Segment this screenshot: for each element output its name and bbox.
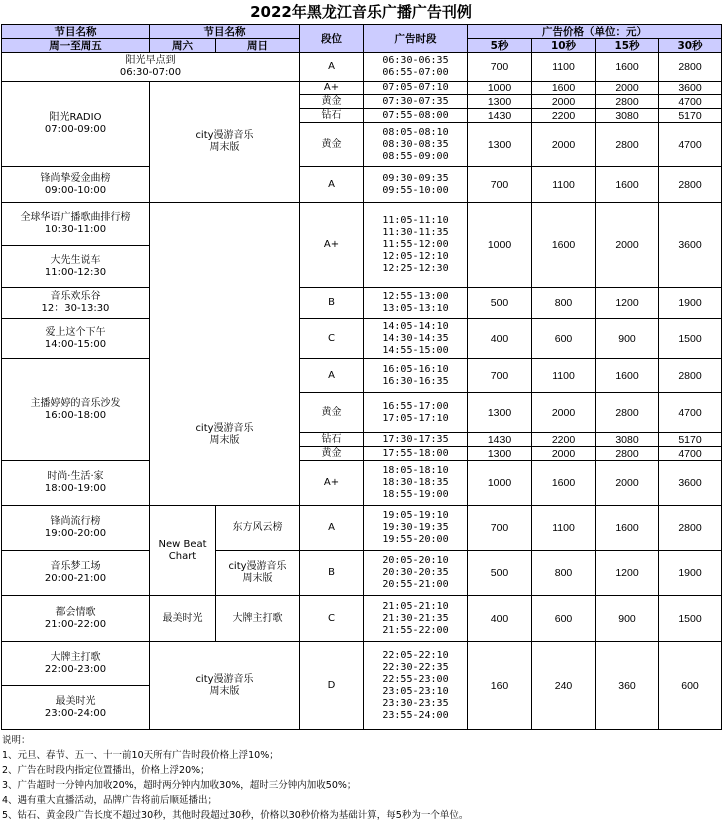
program-cell: 大牌主打歌 22:00-23:00 bbox=[2, 642, 150, 686]
price-10s: 600 bbox=[532, 319, 596, 359]
price-30s: 3600 bbox=[659, 82, 722, 95]
price-15s: 3080 bbox=[596, 109, 659, 123]
program-cell: 音乐欢乐谷 12：30-13:30 bbox=[2, 288, 150, 319]
price-5s: 1300 bbox=[468, 95, 532, 109]
table-row bbox=[2, 596, 722, 642]
price-10s: 1600 bbox=[532, 203, 596, 288]
price-15s: 2800 bbox=[596, 447, 659, 461]
price-10s: 1100 bbox=[532, 359, 596, 393]
time-cell: 18:05-18:10 18:30-18:35 18:55-19:00 bbox=[364, 461, 468, 506]
price-5s: 1000 bbox=[468, 461, 532, 506]
segment-cell: A+ bbox=[300, 203, 364, 288]
time-cell: 21:05-21:10 21:30-21:35 21:55-22:00 bbox=[364, 596, 468, 642]
table-row bbox=[2, 551, 722, 596]
note-item: 1、元旦、春节、五一、十一前10天所有广告时段价格上浮10%； bbox=[2, 750, 279, 761]
table-row bbox=[2, 203, 722, 246]
segment-cell: A+ bbox=[300, 82, 364, 95]
price-5s: 1300 bbox=[468, 447, 532, 461]
rate-card-table bbox=[1, 24, 722, 730]
price-10s: 800 bbox=[532, 551, 596, 596]
sec30-header: 30秒 bbox=[659, 39, 722, 53]
price-10s: 1100 bbox=[532, 167, 596, 203]
time-cell: 08:05-08:10 08:30-08:35 08:55-09:00 bbox=[364, 123, 468, 167]
price-10s: 2000 bbox=[532, 447, 596, 461]
weekend-program-cell: 最美时光 bbox=[150, 596, 216, 642]
price-15s: 3080 bbox=[596, 433, 659, 447]
table-row bbox=[2, 82, 722, 95]
price-10s: 2000 bbox=[532, 95, 596, 109]
table-row bbox=[2, 506, 722, 551]
segment-cell: C bbox=[300, 319, 364, 359]
price-15s: 1200 bbox=[596, 288, 659, 319]
price-30s: 3600 bbox=[659, 203, 722, 288]
time-cell: 12:55-13:00 13:05-13:10 bbox=[364, 288, 468, 319]
price-10s: 2000 bbox=[532, 393, 596, 433]
program-cell: 最美时光 23:00-24:00 bbox=[2, 686, 150, 730]
time-cell: 07:55-08:00 bbox=[364, 109, 468, 123]
segment-cell: 黄金 bbox=[300, 95, 364, 109]
table-row bbox=[2, 319, 722, 359]
price-30s: 2800 bbox=[659, 167, 722, 203]
price-10s: 800 bbox=[532, 288, 596, 319]
price-30s: 4700 bbox=[659, 447, 722, 461]
sec5-header: 5秒 bbox=[468, 39, 532, 53]
segment-cell: 黄金 bbox=[300, 393, 364, 433]
price-15s: 2800 bbox=[596, 123, 659, 167]
table-row bbox=[2, 288, 722, 319]
price-30s: 5170 bbox=[659, 433, 722, 447]
program-name-header: 节目名称 bbox=[150, 25, 300, 39]
time-cell: 14:05-14:10 14:30-14:35 14:55-15:00 bbox=[364, 319, 468, 359]
weekend-program-cell: 大牌主打歌 bbox=[216, 596, 300, 642]
segment-cell: D bbox=[300, 642, 364, 730]
price-30s: 4700 bbox=[659, 393, 722, 433]
price-5s: 700 bbox=[468, 506, 532, 551]
price-30s: 4700 bbox=[659, 123, 722, 167]
note-item: 4、遇有重大直播活动，品牌广告将前后顺延播出； bbox=[2, 795, 218, 806]
segment-cell: A bbox=[300, 167, 364, 203]
price-30s: 600 bbox=[659, 642, 722, 730]
notes-heading: 说明： bbox=[2, 735, 31, 746]
table-row bbox=[2, 167, 722, 203]
program-cell: 阳光RADIO 07:00-09:00 bbox=[2, 82, 150, 167]
segment-cell: 钻石 bbox=[300, 433, 364, 447]
segment-cell: 钻石 bbox=[300, 109, 364, 123]
time-cell: 22:05-22:10 22:30-22:35 22:55-23:00 23:05-23:10 23:30-23:35 23:55-24:00 bbox=[364, 642, 468, 730]
time-cell: 16:05-16:10 16:30-16:35 bbox=[364, 359, 468, 393]
price-15s: 900 bbox=[596, 596, 659, 642]
program-cell: 都会情歌 21:00-22:00 bbox=[2, 596, 150, 642]
note-item: 3、广告超时一分钟内加收20%，超时两分钟内加收30%，超时三分钟内加收50%； bbox=[2, 780, 357, 791]
price-15s: 1600 bbox=[596, 167, 659, 203]
time-cell: 06:30-06:35 06:55-07:00 bbox=[364, 53, 468, 82]
program-cell: 时尚·生活·家 18:00-19:00 bbox=[2, 461, 150, 506]
price-5s: 400 bbox=[468, 319, 532, 359]
price-10s: 240 bbox=[532, 642, 596, 730]
price-30s: 5170 bbox=[659, 109, 722, 123]
price-30s: 4700 bbox=[659, 95, 722, 109]
sec10-header: 10秒 bbox=[532, 39, 596, 53]
time-cell: 07:05-07:10 bbox=[364, 82, 468, 95]
price-10s: 1600 bbox=[532, 82, 596, 95]
price-30s: 1500 bbox=[659, 596, 722, 642]
note-item: 5、钻石、黄金段广告长度不超过30秒，其他时段超过30秒，价格以30秒价格为基础计算，每5秒为一个单位。 bbox=[2, 810, 469, 821]
time-slot-header: 广告时段 bbox=[364, 25, 468, 53]
segment-cell: 黄金 bbox=[300, 123, 364, 167]
weekend-program-cell: city漫游音乐 周末版 bbox=[150, 82, 300, 203]
price-5s: 1430 bbox=[468, 109, 532, 123]
time-cell: 17:55-18:00 bbox=[364, 447, 468, 461]
note-item: 2、广告在时段内指定位置播出，价格上浮20%； bbox=[2, 765, 210, 776]
time-cell: 17:30-17:35 bbox=[364, 433, 468, 447]
segment-cell: A bbox=[300, 506, 364, 551]
program-cell: 锋尚挚爱金曲榜 09:00-10:00 bbox=[2, 167, 150, 203]
time-cell: 11:05-11:10 11:30-11:35 11:55-12:00 12:05-12:10 12:25-12:30 bbox=[364, 203, 468, 288]
time-cell: 20:05-20:10 20:30-20:35 20:55-21:00 bbox=[364, 551, 468, 596]
price-10s: 600 bbox=[532, 596, 596, 642]
time-cell: 07:30-07:35 bbox=[364, 95, 468, 109]
price-15s: 2800 bbox=[596, 95, 659, 109]
program-cell: 阳光早点到 06:30-07:00 bbox=[2, 53, 300, 82]
price-5s: 700 bbox=[468, 167, 532, 203]
weekend-blank-cell: city漫游音乐 周末版 bbox=[150, 203, 300, 447]
price-15s: 360 bbox=[596, 642, 659, 730]
weekend-program-cell: city漫游音乐 周末版 bbox=[150, 642, 300, 730]
page-title: 2022年黑龙江音乐广播广告刊例 bbox=[250, 3, 472, 21]
segment-cell: 黄金 bbox=[300, 447, 364, 461]
price-30s: 2800 bbox=[659, 506, 722, 551]
segment-cell: A bbox=[300, 53, 364, 82]
price-15s: 1200 bbox=[596, 551, 659, 596]
price-5s: 1000 bbox=[468, 82, 532, 95]
program-cell: 音乐梦工场 20:00-21:00 bbox=[2, 551, 150, 596]
program-name-header: 节目名称 bbox=[2, 25, 150, 39]
price-30s: 1900 bbox=[659, 551, 722, 596]
sunday-header: 周日 bbox=[216, 39, 300, 53]
price-30s: 1500 bbox=[659, 319, 722, 359]
price-15s: 900 bbox=[596, 319, 659, 359]
price-30s: 3600 bbox=[659, 461, 722, 506]
program-cell: 大先生说车 11:00-12:30 bbox=[2, 246, 150, 288]
program-cell: 主播婷婷的音乐沙发 16:00-18:00 bbox=[2, 359, 150, 461]
price-15s: 1600 bbox=[596, 359, 659, 393]
price-5s: 1000 bbox=[468, 203, 532, 288]
time-cell: 16:55-17:00 17:05-17:10 bbox=[364, 393, 468, 433]
price-header: 广告价格（单位：元） bbox=[468, 25, 722, 39]
weekend-blank-cell bbox=[150, 447, 300, 506]
price-5s: 700 bbox=[468, 359, 532, 393]
price-10s: 2200 bbox=[532, 433, 596, 447]
price-10s: 1600 bbox=[532, 461, 596, 506]
price-15s: 1600 bbox=[596, 506, 659, 551]
price-30s: 2800 bbox=[659, 53, 722, 82]
price-30s: 1900 bbox=[659, 288, 722, 319]
weekday-header: 周一至周五 bbox=[2, 39, 150, 53]
price-30s: 2800 bbox=[659, 359, 722, 393]
price-5s: 160 bbox=[468, 642, 532, 730]
segment-cell: A+ bbox=[300, 461, 364, 506]
weekend-program-cell: 东方风云榜 bbox=[216, 506, 300, 551]
weekend-program-cell: New Beat Chart bbox=[150, 506, 216, 596]
price-5s: 1430 bbox=[468, 433, 532, 447]
notes-section bbox=[0, 733, 722, 823]
time-cell: 19:05-19:10 19:30-19:35 19:55-20:00 bbox=[364, 506, 468, 551]
price-5s: 500 bbox=[468, 551, 532, 596]
price-5s: 400 bbox=[468, 596, 532, 642]
segment-cell: C bbox=[300, 596, 364, 642]
table-row bbox=[2, 642, 722, 686]
price-5s: 500 bbox=[468, 288, 532, 319]
price-5s: 1300 bbox=[468, 393, 532, 433]
program-cell: 锋尚流行榜 19:00-20:00 bbox=[2, 506, 150, 551]
table-row bbox=[2, 53, 722, 82]
time-cell: 09:30-09:35 09:55-10:00 bbox=[364, 167, 468, 203]
price-15s: 1600 bbox=[596, 53, 659, 82]
segment-cell: B bbox=[300, 551, 364, 596]
price-15s: 2000 bbox=[596, 82, 659, 95]
table-row bbox=[2, 461, 722, 506]
weekend-program-cell: city漫游音乐 周末版 bbox=[216, 551, 300, 596]
price-15s: 2000 bbox=[596, 461, 659, 506]
program-cell: 全球华语广播歌曲排行榜 10:30-11:00 bbox=[2, 203, 150, 246]
price-15s: 2000 bbox=[596, 203, 659, 288]
price-10s: 1100 bbox=[532, 53, 596, 82]
price-15s: 2800 bbox=[596, 393, 659, 433]
saturday-header: 周六 bbox=[150, 39, 216, 53]
price-5s: 1300 bbox=[468, 123, 532, 167]
sec15-header: 15秒 bbox=[596, 39, 659, 53]
segment-header: 段位 bbox=[300, 25, 364, 53]
table-row bbox=[2, 359, 722, 393]
price-10s: 2200 bbox=[532, 109, 596, 123]
program-cell: 爱上这个下午 14:00-15:00 bbox=[2, 319, 150, 359]
segment-cell: B bbox=[300, 288, 364, 319]
price-10s: 2000 bbox=[532, 123, 596, 167]
price-10s: 1100 bbox=[532, 506, 596, 551]
segment-cell: A bbox=[300, 359, 364, 393]
price-5s: 700 bbox=[468, 53, 532, 82]
